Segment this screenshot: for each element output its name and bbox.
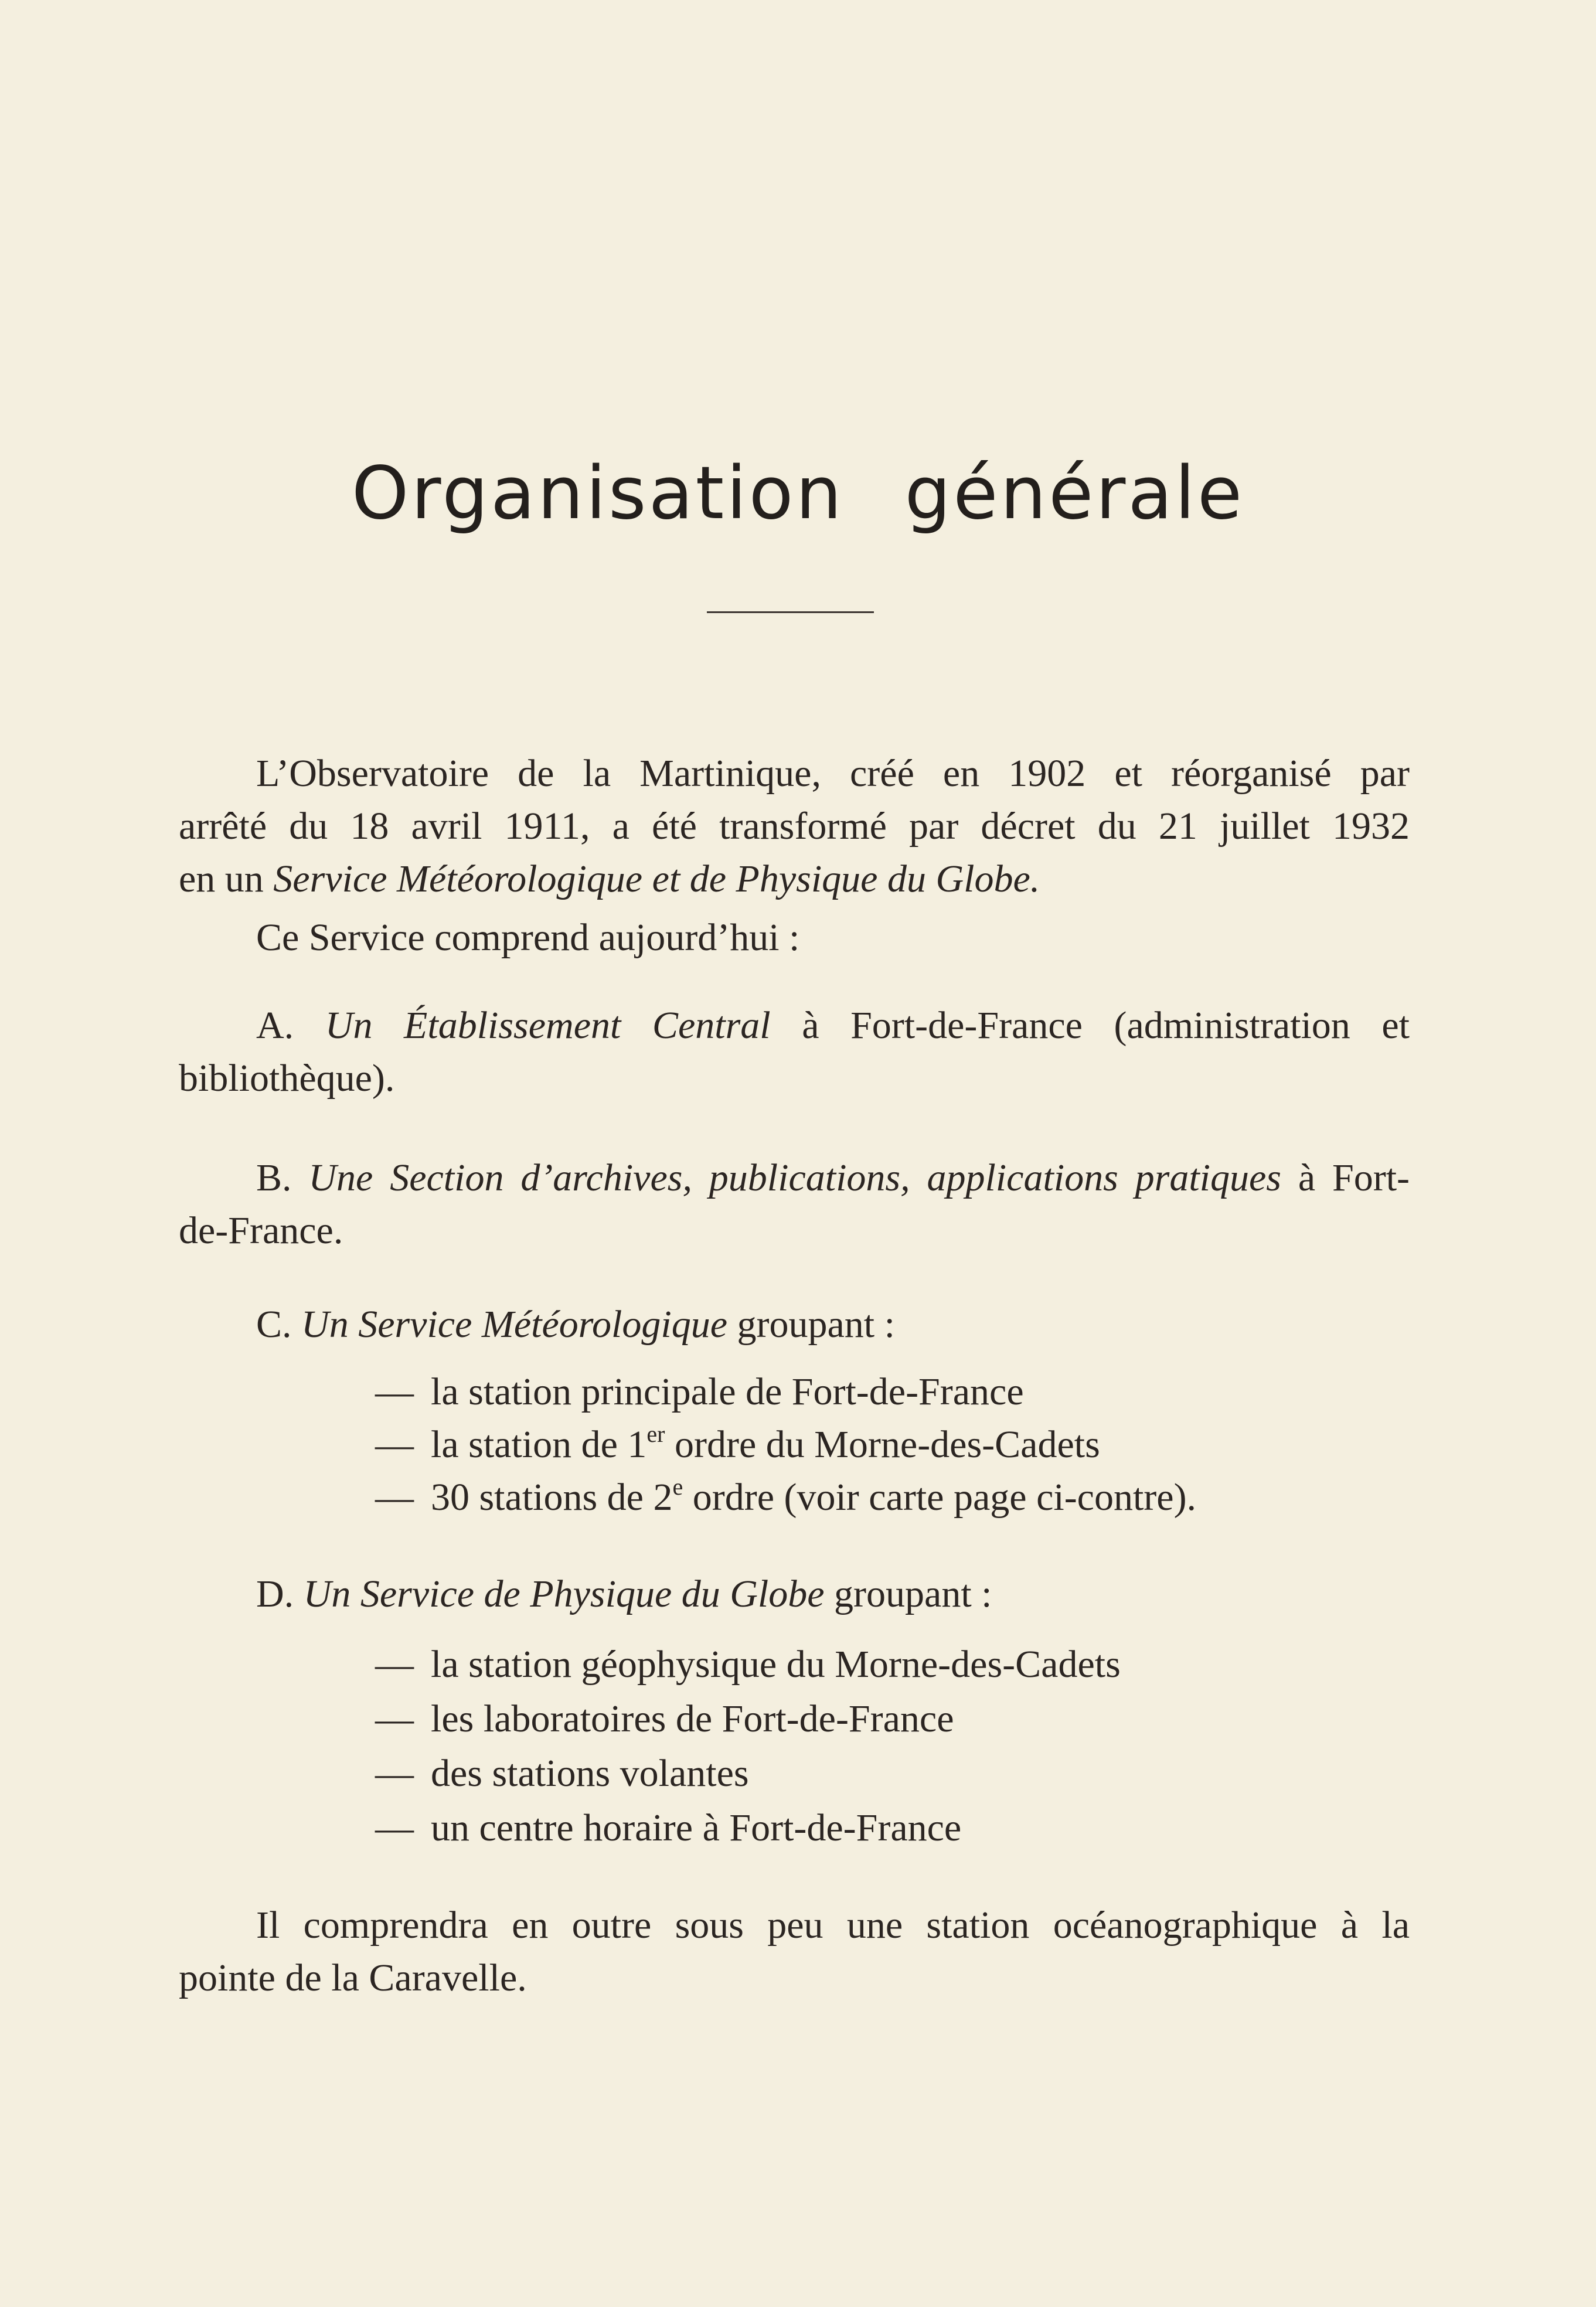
intro-line-3-prefix: en un [179, 858, 274, 900]
section-a-title: Un Établissement Central [325, 1004, 771, 1047]
closing-line-1: Il comprendra en outre sous peu une station océanographique à la [256, 1904, 1410, 1947]
section-c-rest: groupant : [727, 1303, 895, 1346]
section-a-letter: A. [256, 1004, 294, 1047]
page-title: Organisation générale [351, 451, 1245, 536]
closing-paragraph [179, 1899, 1410, 2005]
section-d-title: Un Service de Physique du Globe [303, 1573, 825, 1615]
list-item-text: les laboratoires de Fort-de-France [431, 1697, 954, 1740]
dash-mark: — [375, 1752, 414, 1795]
section-d [256, 1568, 1370, 1621]
list-item-text: la station géophysique du Morne-des-Cadets [431, 1643, 1121, 1686]
dash-mark: — [375, 1476, 414, 1519]
list-item-text: la station de 1 [431, 1423, 647, 1466]
list-item [375, 1747, 1121, 1802]
intro-paragraph [179, 747, 1410, 906]
section-b [179, 1152, 1410, 1257]
list-item-text: la station principale de Fort-de-France [431, 1370, 1024, 1413]
list-item-text: 30 stations de 2 [431, 1476, 673, 1519]
intro-line-3 [179, 853, 1410, 906]
section-b-line-1 [179, 1152, 1410, 1204]
list-item-text-end: ordre (voir carte page ci-contre). [683, 1476, 1197, 1519]
section-d-list [375, 1638, 1121, 1856]
title-rule [707, 611, 874, 613]
ordinal-superscript: e [672, 1474, 683, 1500]
dash-mark: — [375, 1423, 414, 1466]
section-c-list [375, 1366, 1196, 1524]
list-item-text: un centre horaire à Fort-de-France [431, 1806, 962, 1849]
list-item [375, 1693, 1121, 1747]
section-c-letter: C. [256, 1303, 292, 1346]
section-b-title: Une Section d’archives, publications, applications pratiques [308, 1156, 1281, 1199]
list-item [375, 1638, 1121, 1693]
section-d-rest: groupant : [824, 1573, 992, 1615]
list-item-text-end: ordre du Morne-des-Cadets [665, 1423, 1100, 1466]
list-item [375, 1366, 1196, 1418]
section-c [256, 1298, 1370, 1351]
section-a [179, 999, 1410, 1105]
section-b-letter: B. [256, 1156, 292, 1199]
section-b-line-2: de-France. [179, 1209, 343, 1252]
section-d-letter: D. [256, 1573, 294, 1615]
list-item [375, 1802, 1121, 1856]
dash-mark: — [375, 1643, 414, 1686]
closing-line-2: pointe de la Caravelle. [179, 1956, 527, 1999]
intro-service-name: Service Météorologique et de Physique du Globe. [273, 858, 1040, 900]
list-item-text: des stations volantes [431, 1752, 749, 1795]
intro-line-1: L’Observatoire de la Martinique, créé en 1902 et réorganisé par [256, 752, 1410, 795]
section-a-line-1 [179, 999, 1410, 1052]
dash-mark: — [375, 1370, 414, 1413]
section-b-rest: à Fort- [1281, 1156, 1410, 1199]
comprend-paragraph: Ce Service comprend aujourd’hui : [256, 916, 800, 959]
dash-mark: — [375, 1697, 414, 1740]
list-item [375, 1418, 1196, 1471]
section-c-title: Un Service Météorologique [301, 1303, 727, 1346]
section-a-rest: à Fort-de-France (administration et [770, 1004, 1410, 1047]
dash-mark: — [375, 1806, 414, 1849]
ordinal-superscript: er [646, 1421, 665, 1447]
list-item [375, 1471, 1196, 1524]
intro-line-2: arrêté du 18 avril 1911, a été transformé par décret du 21 juillet 1932 [179, 805, 1410, 848]
section-a-line-2: bibliothèque). [179, 1057, 395, 1100]
